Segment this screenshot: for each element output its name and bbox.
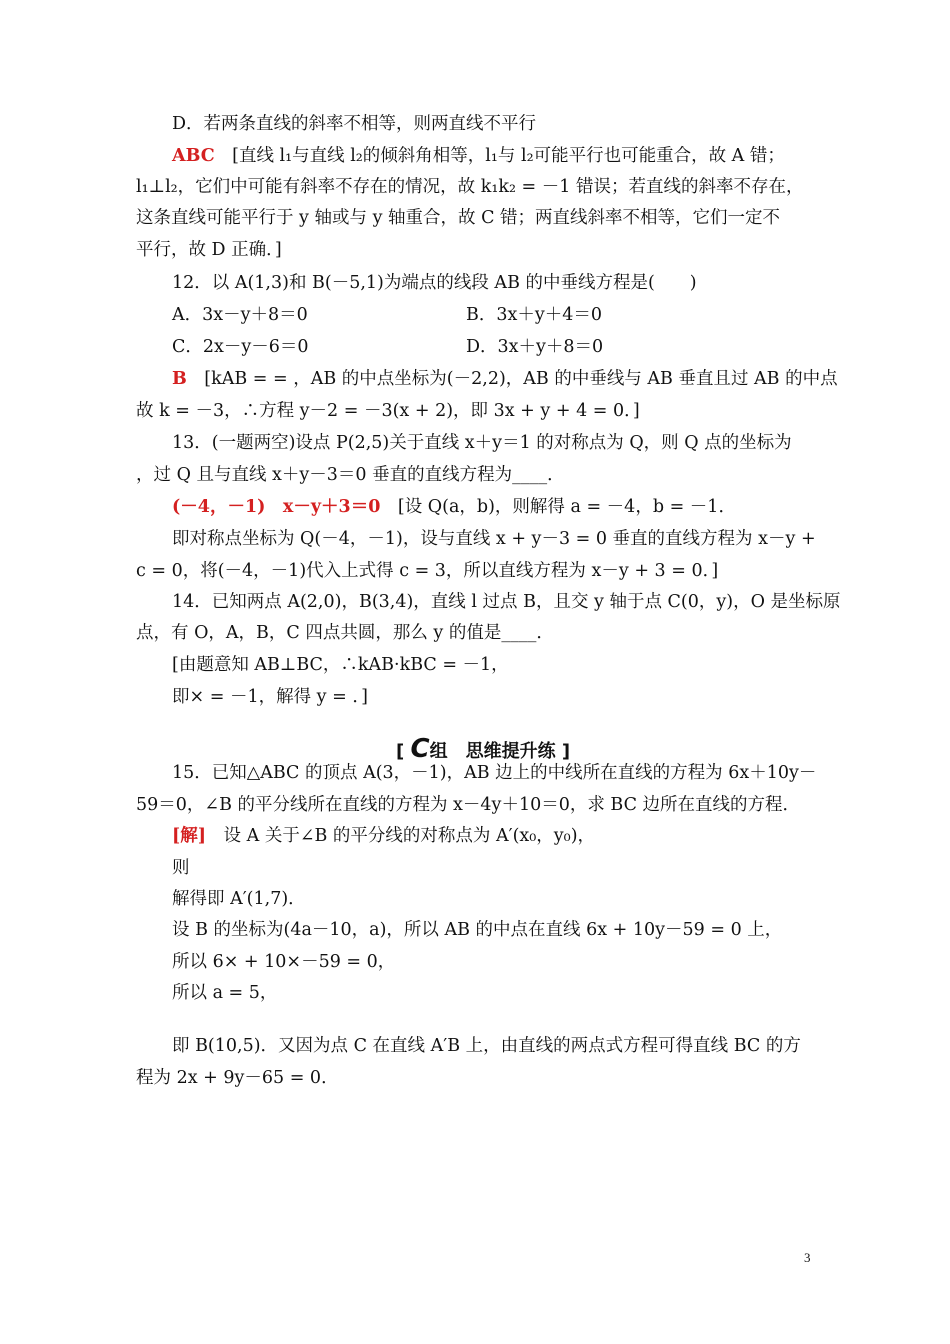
text-line <box>136 176 803 198</box>
line-text: 所以 a = 5， <box>172 983 278 1003</box>
line-text: 所以 6× + 10×－59 = 0， <box>172 952 396 972</box>
line-text: 即 B(10,5)．又因为点 C 在直线 A′B 上，由直线的两点式方程可得直线 BC 的方 <box>172 1036 801 1056</box>
section-title: 组 思维提升练 <box>429 741 556 762</box>
text-line <box>172 1035 801 1057</box>
line-text: C．2x－y－6＝0 <box>172 337 309 357</box>
text-line <box>172 432 792 454</box>
text-line <box>136 1067 339 1089</box>
line-text: [直线 l₁与直线 l₂的倾斜角相等，l₁与 l₂可能平行也可能重合，故 A 错； <box>214 146 785 166</box>
line-text: 13．(一题两空)设点 P(2,5)关于直线 x＋y＝1 的对称点为 Q，则 Q 点的坐标为 <box>172 433 792 453</box>
text-line <box>136 400 640 422</box>
line-text: c = 0，将(－4，－1)代入上式得 c = 3，所以直线方程为 x－y + 3 = 0．] <box>136 561 719 581</box>
text-line <box>136 207 780 229</box>
line-text: 59＝0，∠B 的平分线所在直线的方程为 x－4y＋10＝0，求 BC 边所在直线的方程． <box>136 795 801 815</box>
text-line <box>172 919 782 941</box>
text-line <box>136 464 565 486</box>
line-text: 15．已知△ABC 的顶点 A(3，－1)，AB 边上的中线所在直线的方程为 6x＋10y－ <box>172 763 817 783</box>
section-letter: C <box>410 734 430 764</box>
text-line <box>136 622 554 644</box>
text-line <box>172 762 816 784</box>
line-text: 即× = －1，解得 y = ．] <box>172 687 368 707</box>
text-line <box>172 528 816 550</box>
section-bracket-open: [ <box>396 741 405 762</box>
text-line <box>172 825 595 847</box>
line-text: 平行，故 D 正确．] <box>136 240 282 260</box>
line-text: 这条直线可能平行于 y 轴或与 y 轴重合，故 C 错；两直线斜率不相等，它们一定不 <box>136 208 781 228</box>
text-line <box>172 951 395 973</box>
answer-label: B <box>172 369 187 389</box>
text-line <box>172 113 536 135</box>
line-text: B．3x＋y＋4＝0 <box>466 305 603 325</box>
line-text: 设 A 关于∠B 的平分线的对称点为 A′(x₀，y₀)， <box>206 826 596 846</box>
line-text: 故 k = －3，∴方程 y－2 = －3(x + 2)，即 3x + y + 4 = 0．] <box>136 401 640 421</box>
line-text: [设 Q(a，b)，则解得 a = －4，b = －1． <box>380 497 736 517</box>
line-text: [kAB = = ，AB 的中点坐标为(－2,2)，AB 的中垂线与 AB 垂直且过 AB 的中点 <box>186 369 838 389</box>
text-line <box>136 239 282 261</box>
line-text: ，过 Q 且与直线 x＋y－3＝0 垂直的直线方程为____． <box>136 465 565 485</box>
page-number: 3 <box>804 1250 811 1265</box>
line-text: D．若两条直线的斜率不相等，则两直线不平行 <box>172 114 537 134</box>
line-text: D．3x＋y＋8＝0 <box>466 337 604 357</box>
text-line <box>172 654 509 676</box>
answer-label: (－4，－1) x－y＋3＝0 <box>172 497 381 517</box>
line-text: 12．以 A(1,3)和 B(－5,1)为端点的线段 AB 的中垂线方程是( ) <box>172 273 697 293</box>
line-text: 则 <box>172 858 190 878</box>
text-line <box>172 496 736 518</box>
text-line <box>172 982 277 1004</box>
line-text: A．3x－y＋8＝0 <box>172 305 308 325</box>
answer-label: ABC <box>172 146 215 166</box>
text-line <box>136 560 718 582</box>
text-line <box>172 591 841 613</box>
line-text: 解得即 A′(1,7)． <box>172 889 306 909</box>
line-text: [由题意知 AB⊥BC，∴kAB·kBC = －1， <box>172 655 509 675</box>
line-text: 点，有 O，A，B，C 四点共圆，那么 y 的值是____． <box>136 623 554 643</box>
line-text: 即对称点坐标为 Q(－4，－1)，设与直线 x + y－3 = 0 垂直的直线方程为 x－y + <box>172 529 816 549</box>
text-line <box>172 368 838 390</box>
section-header-c-group <box>396 734 570 764</box>
text-line <box>136 794 800 816</box>
text-line <box>172 304 308 326</box>
line-text: 14．已知两点 A(2,0)，B(3,4)，直线 l 过点 B，且交 y 轴于点 C(0，y)，O 是坐标原 <box>172 592 841 612</box>
text-line <box>172 857 190 879</box>
text-line <box>172 686 368 708</box>
line-text: 设 B 的坐标为(4a－10，a)，所以 AB 的中点在直线 6x + 10y－59 = 0 上， <box>172 920 783 940</box>
text-line <box>172 336 309 358</box>
section-bracket-close: ] <box>561 741 571 762</box>
text-line <box>172 145 785 167</box>
text-line <box>172 272 697 294</box>
text-line <box>172 888 306 910</box>
line-text: l₁⊥l₂，它们中可能有斜率不存在的情况，故 k₁k₂ = －1 错误；若直线的斜率不存在， <box>136 177 804 197</box>
text-line <box>466 336 603 358</box>
line-text: 程为 2x + 9y－65 = 0． <box>136 1068 339 1088</box>
answer-label: [解] <box>172 826 207 846</box>
text-line <box>466 304 602 326</box>
